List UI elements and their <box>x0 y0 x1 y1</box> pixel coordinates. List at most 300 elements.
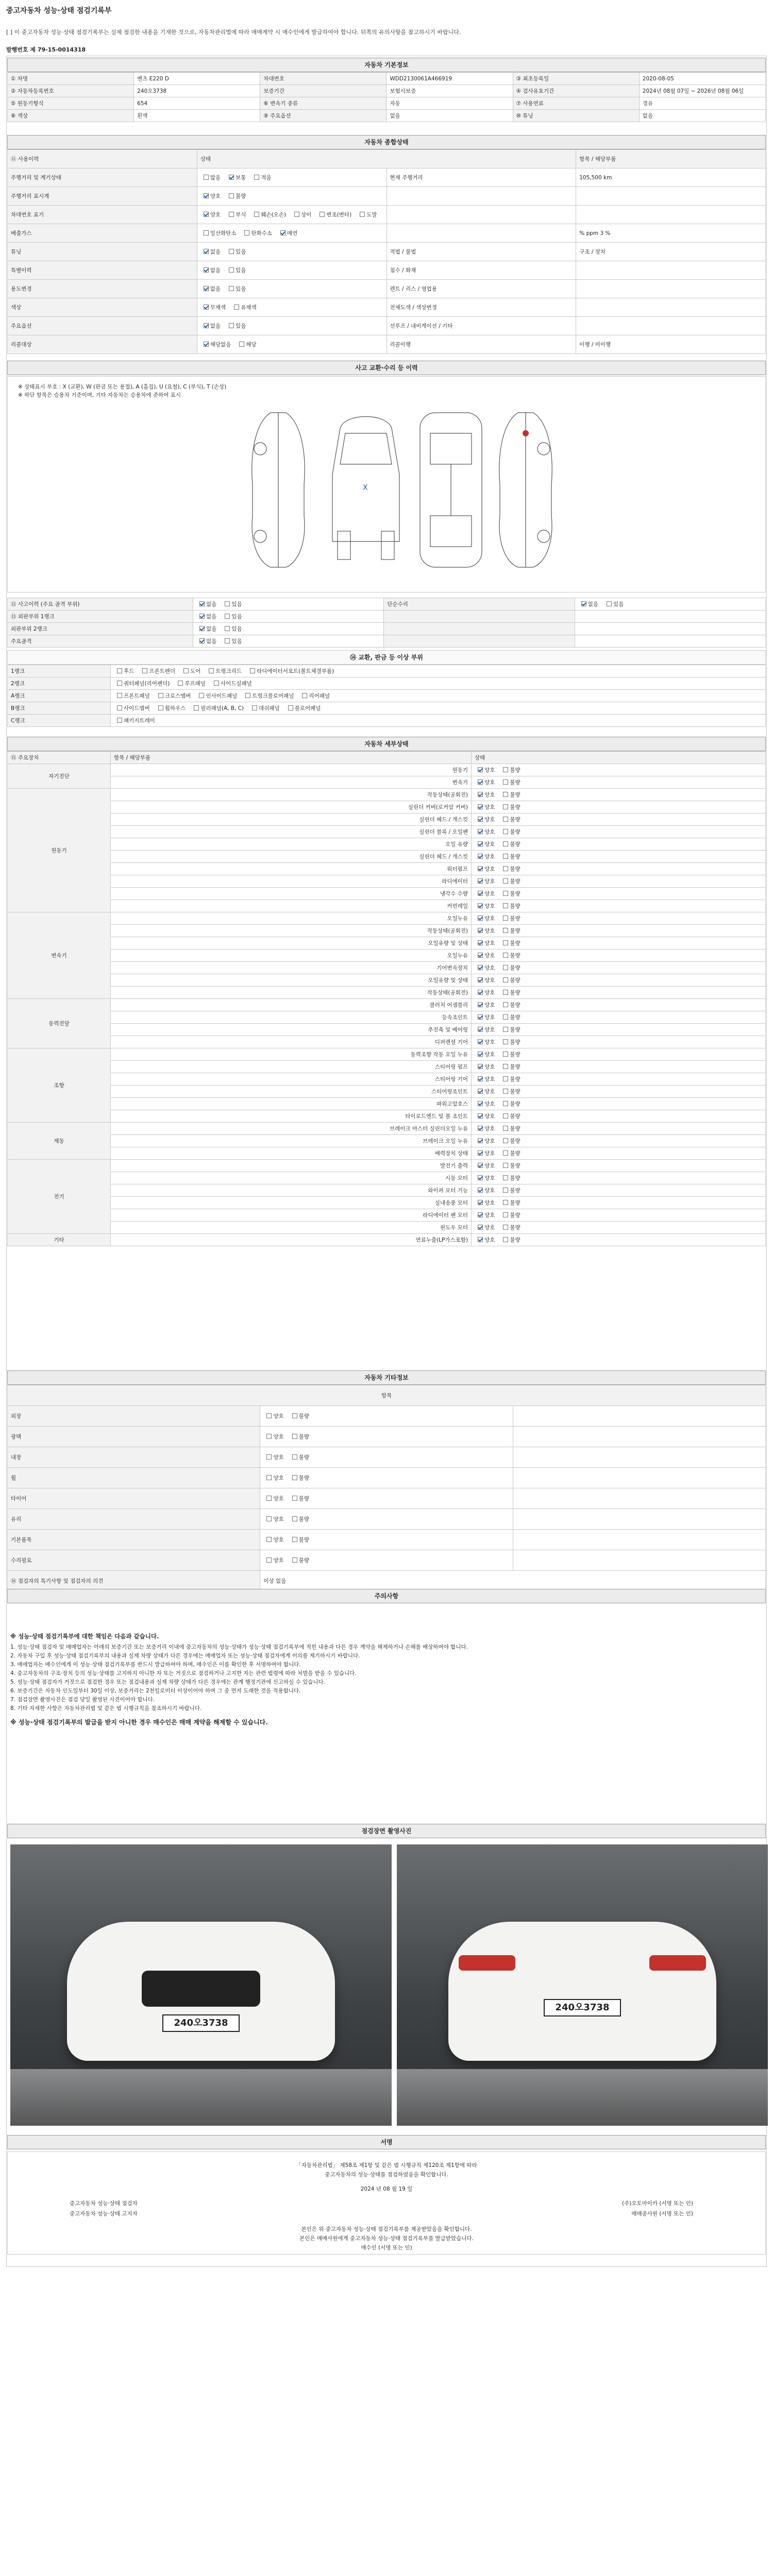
checkbox-empty-icon[interactable] <box>503 1014 508 1020</box>
checkbox-checked-icon[interactable] <box>478 1175 483 1180</box>
checkbox-option[interactable] <box>114 717 155 724</box>
checkbox-empty-icon[interactable] <box>503 990 508 995</box>
checkbox-option[interactable] <box>196 625 216 633</box>
checkbox-option[interactable] <box>226 211 246 218</box>
checkbox-empty-icon[interactable] <box>503 1237 508 1242</box>
checkbox-option[interactable] <box>500 877 520 885</box>
checkbox-option[interactable] <box>500 1112 520 1120</box>
checkbox-option[interactable] <box>191 704 244 712</box>
checkbox-option[interactable] <box>475 1236 495 1244</box>
checkbox-option[interactable] <box>500 1075 520 1083</box>
checkbox-empty-icon[interactable] <box>229 323 234 328</box>
checkbox-empty-icon[interactable] <box>117 705 122 710</box>
checkbox-option[interactable] <box>200 211 221 218</box>
checkbox-option[interactable] <box>114 692 150 700</box>
checkbox-option[interactable] <box>500 791 520 799</box>
checkbox-checked-icon[interactable] <box>478 1052 483 1057</box>
checkbox-option[interactable] <box>475 976 495 984</box>
checkbox-empty-icon[interactable] <box>503 1200 508 1205</box>
checkbox-option[interactable] <box>475 778 495 786</box>
checkbox-empty-icon[interactable] <box>503 792 508 797</box>
checkbox-empty-icon[interactable] <box>292 1454 297 1460</box>
checkbox-option[interactable] <box>200 322 221 330</box>
checkbox-empty-icon[interactable] <box>503 1150 508 1156</box>
checkbox-option[interactable] <box>175 680 206 687</box>
checkbox-checked-icon[interactable] <box>478 1126 483 1131</box>
checkbox-option[interactable] <box>226 192 246 200</box>
checkbox-empty-icon[interactable] <box>503 916 508 921</box>
checkbox-empty-icon[interactable] <box>142 668 147 673</box>
checkbox-empty-icon[interactable] <box>225 638 230 643</box>
checkbox-empty-icon[interactable] <box>503 1188 508 1193</box>
checkbox-option[interactable] <box>603 600 624 608</box>
checkbox-empty-icon[interactable] <box>292 1496 297 1501</box>
checkbox-option[interactable] <box>242 692 294 700</box>
checkbox-option[interactable] <box>263 1495 283 1502</box>
checkbox-checked-icon[interactable] <box>199 638 205 643</box>
checkbox-checked-icon[interactable] <box>478 1138 483 1143</box>
checkbox-option[interactable] <box>500 1013 520 1021</box>
checkbox-option[interactable] <box>500 1236 520 1244</box>
checkbox-option[interactable] <box>291 211 311 218</box>
checkbox-option[interactable] <box>285 704 321 712</box>
checkbox-empty-icon[interactable] <box>503 940 508 945</box>
checkbox-checked-icon[interactable] <box>478 804 483 809</box>
checkbox-empty-icon[interactable] <box>225 601 230 606</box>
checkbox-empty-icon[interactable] <box>229 286 234 291</box>
checkbox-option[interactable] <box>206 667 242 675</box>
checkbox-empty-icon[interactable] <box>503 878 508 884</box>
checkbox-checked-icon[interactable] <box>478 866 483 871</box>
checkbox-checked-icon[interactable] <box>478 1212 483 1217</box>
checkbox-option[interactable] <box>500 778 520 786</box>
checkbox-checked-icon[interactable] <box>478 1188 483 1193</box>
checkbox-option[interactable] <box>500 914 520 922</box>
checkbox-option[interactable] <box>251 174 271 181</box>
checkbox-empty-icon[interactable] <box>503 866 508 871</box>
checkbox-empty-icon[interactable] <box>503 1076 508 1081</box>
checkbox-empty-icon[interactable] <box>503 1113 508 1118</box>
checkbox-checked-icon[interactable] <box>478 779 483 785</box>
checkbox-checked-icon[interactable] <box>280 230 285 235</box>
checkbox-empty-icon[interactable] <box>239 342 244 347</box>
checkbox-empty-icon[interactable] <box>292 1516 297 1521</box>
checkbox-option[interactable] <box>475 1088 495 1095</box>
checkbox-checked-icon[interactable] <box>478 903 483 908</box>
checkbox-option[interactable] <box>180 667 200 675</box>
checkbox-empty-icon[interactable] <box>204 175 209 180</box>
checkbox-checked-icon[interactable] <box>478 1076 483 1081</box>
checkbox-empty-icon[interactable] <box>214 681 219 686</box>
checkbox-empty-icon[interactable] <box>503 903 508 908</box>
checkbox-empty-icon[interactable] <box>503 1212 508 1217</box>
checkbox-option[interactable] <box>263 1515 283 1523</box>
checkbox-empty-icon[interactable] <box>288 705 293 710</box>
checkbox-option[interactable] <box>289 1433 309 1440</box>
checkbox-option[interactable] <box>500 816 520 823</box>
checkbox-checked-icon[interactable] <box>478 854 483 859</box>
checkbox-option[interactable] <box>357 211 377 218</box>
checkbox-empty-icon[interactable] <box>503 1052 508 1057</box>
checkbox-option[interactable] <box>200 285 221 293</box>
checkbox-empty-icon[interactable] <box>607 601 612 606</box>
checkbox-option[interactable] <box>263 1453 283 1461</box>
checkbox-option[interactable] <box>475 890 495 897</box>
checkbox-checked-icon[interactable] <box>478 965 483 970</box>
checkbox-checked-icon[interactable] <box>478 1089 483 1094</box>
checkbox-option[interactable] <box>263 1412 283 1420</box>
checkbox-option[interactable] <box>500 1174 520 1182</box>
checkbox-empty-icon[interactable] <box>503 779 508 785</box>
checkbox-checked-icon[interactable] <box>478 1200 483 1205</box>
checkbox-empty-icon[interactable] <box>292 1537 297 1542</box>
checkbox-option[interactable] <box>222 600 242 608</box>
checkbox-empty-icon[interactable] <box>117 693 122 698</box>
checkbox-checked-icon[interactable] <box>478 953 483 958</box>
checkbox-empty-icon[interactable] <box>292 1475 297 1480</box>
checkbox-option[interactable] <box>316 211 351 218</box>
checkbox-option[interactable] <box>475 766 495 774</box>
checkbox-option[interactable] <box>500 1211 520 1219</box>
checkbox-empty-icon[interactable] <box>158 693 163 698</box>
checkbox-option[interactable] <box>263 1536 283 1544</box>
checkbox-empty-icon[interactable] <box>252 705 257 710</box>
checkbox-empty-icon[interactable] <box>302 693 307 698</box>
checkbox-option[interactable] <box>289 1474 309 1482</box>
checkbox-checked-icon[interactable] <box>229 175 234 180</box>
checkbox-empty-icon[interactable] <box>503 1089 508 1094</box>
checkbox-option[interactable] <box>200 174 221 181</box>
checkbox-empty-icon[interactable] <box>503 891 508 896</box>
checkbox-option[interactable] <box>475 853 495 860</box>
checkbox-empty-icon[interactable] <box>229 212 234 217</box>
checkbox-checked-icon[interactable] <box>204 342 209 347</box>
checkbox-empty-icon[interactable] <box>503 1064 508 1069</box>
checkbox-option[interactable] <box>475 1149 495 1157</box>
checkbox-option[interactable] <box>475 1100 495 1108</box>
checkbox-option[interactable] <box>263 1556 283 1564</box>
checkbox-option[interactable] <box>139 667 175 675</box>
checkbox-checked-icon[interactable] <box>478 878 483 884</box>
checkbox-option[interactable] <box>500 1199 520 1207</box>
checkbox-checked-icon[interactable] <box>478 1039 483 1044</box>
checkbox-option[interactable] <box>289 1515 309 1523</box>
checkbox-option[interactable] <box>500 1224 520 1231</box>
checkbox-checked-icon[interactable] <box>478 1150 483 1156</box>
checkbox-option[interactable] <box>226 266 246 274</box>
checkbox-checked-icon[interactable] <box>478 891 483 896</box>
checkbox-option[interactable] <box>289 1453 309 1461</box>
checkbox-checked-icon[interactable] <box>478 792 483 797</box>
checkbox-option[interactable] <box>500 1125 520 1132</box>
checkbox-option[interactable] <box>500 952 520 959</box>
checkbox-option[interactable] <box>500 840 520 848</box>
checkbox-option[interactable] <box>236 341 256 348</box>
checkbox-option[interactable] <box>222 613 242 620</box>
checkbox-option[interactable] <box>500 890 520 897</box>
checkbox-option[interactable] <box>500 1026 520 1033</box>
checkbox-option[interactable] <box>500 1162 520 1170</box>
checkbox-checked-icon[interactable] <box>478 916 483 921</box>
checkbox-checked-icon[interactable] <box>478 1027 483 1032</box>
checkbox-empty-icon[interactable] <box>266 1557 272 1563</box>
checkbox-empty-icon[interactable] <box>360 212 365 217</box>
checkbox-option[interactable] <box>500 1100 520 1108</box>
checkbox-empty-icon[interactable] <box>294 212 299 217</box>
checkbox-option[interactable] <box>500 964 520 972</box>
checkbox-checked-icon[interactable] <box>199 601 205 606</box>
detail-item: 시동 모터 <box>111 1172 472 1184</box>
checkbox-option[interactable] <box>231 303 256 311</box>
checkbox-empty-icon[interactable] <box>503 1138 508 1143</box>
checkbox-option[interactable] <box>475 1013 495 1021</box>
checkbox-empty-icon[interactable] <box>117 681 122 686</box>
checkbox-checked-icon[interactable] <box>204 304 209 310</box>
checkbox-option[interactable] <box>241 229 272 237</box>
checkbox-option[interactable] <box>475 1137 495 1145</box>
checkbox-option[interactable] <box>247 667 334 675</box>
checkbox-option[interactable] <box>500 865 520 873</box>
checkbox-option[interactable] <box>475 914 495 922</box>
checkbox-option[interactable] <box>114 704 150 712</box>
checkbox-option[interactable] <box>289 1536 309 1544</box>
checkbox-option[interactable] <box>200 229 237 237</box>
checkbox-empty-icon[interactable] <box>503 1126 508 1131</box>
checkbox-option[interactable] <box>475 1162 495 1170</box>
checkbox-option[interactable] <box>263 1474 283 1482</box>
checkbox-option[interactable] <box>475 840 495 848</box>
checkbox-option[interactable] <box>249 704 280 712</box>
checkbox-option[interactable] <box>196 692 237 700</box>
checkbox-option[interactable] <box>196 600 216 608</box>
checkbox-option[interactable] <box>475 1112 495 1120</box>
checkbox-option[interactable] <box>222 625 242 633</box>
checkbox-empty-icon[interactable] <box>266 1454 272 1460</box>
checkbox-option[interactable] <box>500 1038 520 1046</box>
checkbox-checked-icon[interactable] <box>478 928 483 933</box>
checkbox-empty-icon[interactable] <box>204 230 209 235</box>
checkbox-empty-icon[interactable] <box>503 841 508 846</box>
checkbox-empty-icon[interactable] <box>194 705 199 710</box>
checkbox-checked-icon[interactable] <box>478 1237 483 1242</box>
checkbox-checked-icon[interactable] <box>478 977 483 982</box>
checkbox-option[interactable] <box>500 803 520 811</box>
checkbox-empty-icon[interactable] <box>503 854 508 859</box>
checkbox-option[interactable] <box>475 902 495 910</box>
checkbox-empty-icon[interactable] <box>229 249 234 254</box>
checkbox-empty-icon[interactable] <box>117 668 122 673</box>
checkbox-checked-icon[interactable] <box>478 1064 483 1069</box>
checkbox-option[interactable] <box>200 303 226 311</box>
checkbox-option[interactable] <box>475 1174 495 1182</box>
checkbox-checked-icon[interactable] <box>581 601 586 606</box>
checkbox-empty-icon[interactable] <box>229 193 234 198</box>
checkbox-option[interactable] <box>226 285 246 293</box>
checkbox-checked-icon[interactable] <box>478 1014 483 1020</box>
checkbox-option[interactable] <box>500 766 520 774</box>
checkbox-empty-icon[interactable] <box>266 1496 272 1501</box>
checkbox-option[interactable] <box>500 1050 520 1058</box>
checkbox-option[interactable] <box>475 952 495 959</box>
checkbox-option[interactable] <box>475 1211 495 1219</box>
checkbox-empty-icon[interactable] <box>254 212 259 217</box>
checkbox-empty-icon[interactable] <box>178 681 183 686</box>
checkbox-option[interactable] <box>475 828 495 836</box>
checkbox-option[interactable] <box>200 248 221 256</box>
checkbox-checked-icon[interactable] <box>478 1113 483 1118</box>
checkbox-option[interactable] <box>500 939 520 947</box>
checkbox-option[interactable] <box>475 927 495 935</box>
checkbox-option[interactable] <box>114 680 170 687</box>
checkbox-option[interactable] <box>500 989 520 996</box>
checkbox-empty-icon[interactable] <box>117 718 122 723</box>
checkbox-option[interactable] <box>211 680 252 687</box>
checkbox-checked-icon[interactable] <box>204 193 209 198</box>
checkbox-option[interactable] <box>475 877 495 885</box>
checkbox-checked-icon[interactable] <box>478 841 483 846</box>
detail-row <box>8 950 766 962</box>
checkbox-empty-icon[interactable] <box>245 693 250 698</box>
checkbox-empty-icon[interactable] <box>199 693 204 698</box>
checkbox-empty-icon[interactable] <box>503 1039 508 1044</box>
checkbox-option[interactable] <box>475 1199 495 1207</box>
checkbox-option[interactable] <box>500 927 520 935</box>
checkbox-checked-icon[interactable] <box>478 817 483 822</box>
checkbox-option[interactable] <box>475 989 495 996</box>
checkbox-option[interactable] <box>500 902 520 910</box>
checkbox-checked-icon[interactable] <box>478 1163 483 1168</box>
checkbox-empty-icon[interactable] <box>225 626 230 631</box>
checkbox-option[interactable] <box>299 692 330 700</box>
checkbox-empty-icon[interactable] <box>266 1537 272 1542</box>
checkbox-empty-icon[interactable] <box>503 928 508 933</box>
checkbox-option[interactable] <box>475 816 495 823</box>
checkbox-option[interactable] <box>155 704 186 712</box>
checkbox-checked-icon[interactable] <box>478 829 483 834</box>
checkbox-option[interactable] <box>475 1075 495 1083</box>
checkbox-option[interactable] <box>114 667 134 675</box>
checkbox-option[interactable] <box>277 229 297 237</box>
checkbox-empty-icon[interactable] <box>229 267 234 273</box>
checkbox-option[interactable] <box>200 192 221 200</box>
checkbox-empty-icon[interactable] <box>503 953 508 958</box>
checkbox-checked-icon[interactable] <box>204 212 209 217</box>
checkbox-checked-icon[interactable] <box>478 1225 483 1230</box>
checkbox-checked-icon[interactable] <box>478 940 483 945</box>
checkbox-empty-icon[interactable] <box>503 1101 508 1106</box>
checkbox-checked-icon[interactable] <box>478 767 483 772</box>
checkbox-empty-icon[interactable] <box>292 1434 297 1439</box>
checkbox-empty-icon[interactable] <box>292 1413 297 1418</box>
checkbox-empty-icon[interactable] <box>503 767 508 772</box>
checkbox-option[interactable] <box>475 865 495 873</box>
checkbox-option[interactable] <box>500 1001 520 1009</box>
checkbox-option[interactable] <box>226 174 246 181</box>
checkbox-option[interactable] <box>475 1063 495 1071</box>
checkbox-option[interactable] <box>200 266 221 274</box>
checkbox-checked-icon[interactable] <box>478 990 483 995</box>
checkbox-empty-icon[interactable] <box>266 1475 272 1480</box>
checkbox-empty-icon[interactable] <box>244 230 249 235</box>
checkbox-option[interactable] <box>475 939 495 947</box>
checkbox-checked-icon[interactable] <box>204 323 209 328</box>
checkbox-checked-icon[interactable] <box>199 626 205 631</box>
checkbox-empty-icon[interactable] <box>250 668 255 673</box>
checkbox-option[interactable] <box>475 1026 495 1033</box>
checkbox-option[interactable] <box>500 1187 520 1194</box>
checkbox-empty-icon[interactable] <box>503 977 508 982</box>
checkbox-empty-icon[interactable] <box>266 1516 272 1521</box>
checkbox-option[interactable] <box>196 613 216 620</box>
checkbox-empty-icon[interactable] <box>503 1175 508 1180</box>
checkbox-empty-icon[interactable] <box>503 1027 508 1032</box>
checkbox-empty-icon[interactable] <box>503 804 508 809</box>
checkbox-option[interactable] <box>155 692 191 700</box>
checkbox-option[interactable] <box>200 341 231 348</box>
checkbox-option[interactable] <box>475 791 495 799</box>
checkbox-empty-icon[interactable] <box>503 965 508 970</box>
checkbox-checked-icon[interactable] <box>204 267 209 273</box>
checkbox-option[interactable] <box>289 1495 309 1502</box>
checkbox-option[interactable] <box>500 853 520 860</box>
checkbox-option[interactable] <box>263 1433 283 1440</box>
checkbox-checked-icon[interactable] <box>478 1002 483 1007</box>
checkbox-empty-icon[interactable] <box>234 304 239 310</box>
checkbox-option[interactable] <box>500 1149 520 1157</box>
checkbox-option[interactable] <box>475 1224 495 1231</box>
checkbox-empty-icon[interactable] <box>266 1413 272 1418</box>
checkbox-option[interactable] <box>500 1088 520 1095</box>
checkbox-option[interactable] <box>475 1187 495 1194</box>
checkbox-empty-icon[interactable] <box>503 1002 508 1007</box>
checkbox-option[interactable] <box>222 637 242 645</box>
checkbox-empty-icon[interactable] <box>503 1163 508 1168</box>
checkbox-checked-icon[interactable] <box>478 1101 483 1106</box>
checkbox-checked-icon[interactable] <box>204 249 209 254</box>
checkbox-option[interactable] <box>500 1137 520 1145</box>
checkbox-empty-icon[interactable] <box>503 829 508 834</box>
checkbox-option[interactable] <box>475 964 495 972</box>
checkbox-empty-icon[interactable] <box>225 614 230 619</box>
checkbox-option[interactable] <box>500 1063 520 1071</box>
checkbox-empty-icon[interactable] <box>503 1225 508 1230</box>
checkbox-option[interactable] <box>475 1038 495 1046</box>
checkbox-checked-icon[interactable] <box>204 286 209 291</box>
checkbox-option[interactable] <box>500 828 520 836</box>
checkbox-option[interactable] <box>475 1125 495 1132</box>
checkbox-option[interactable] <box>289 1556 309 1564</box>
checkbox-empty-icon[interactable] <box>292 1557 297 1563</box>
checkbox-empty-icon[interactable] <box>503 817 508 822</box>
checkbox-option[interactable] <box>475 803 495 811</box>
checkbox-empty-icon[interactable] <box>158 705 163 710</box>
checkbox-option[interactable] <box>226 322 246 330</box>
checkbox-empty-icon[interactable] <box>209 668 214 673</box>
checkbox-empty-icon[interactable] <box>183 668 189 673</box>
checkbox-checked-icon[interactable] <box>199 614 205 619</box>
checkbox-option[interactable] <box>196 637 216 645</box>
checkbox-option[interactable] <box>251 211 286 218</box>
checkbox-empty-icon[interactable] <box>254 175 259 180</box>
checkbox-option[interactable] <box>475 1001 495 1009</box>
checkbox-option[interactable] <box>289 1412 309 1420</box>
checkbox-option[interactable] <box>226 248 246 256</box>
checkbox-option[interactable] <box>500 976 520 984</box>
checkbox-option[interactable] <box>578 600 598 608</box>
checkbox-empty-icon[interactable] <box>320 212 325 217</box>
checkbox-option[interactable] <box>475 1050 495 1058</box>
checkbox-empty-icon[interactable] <box>266 1434 272 1439</box>
